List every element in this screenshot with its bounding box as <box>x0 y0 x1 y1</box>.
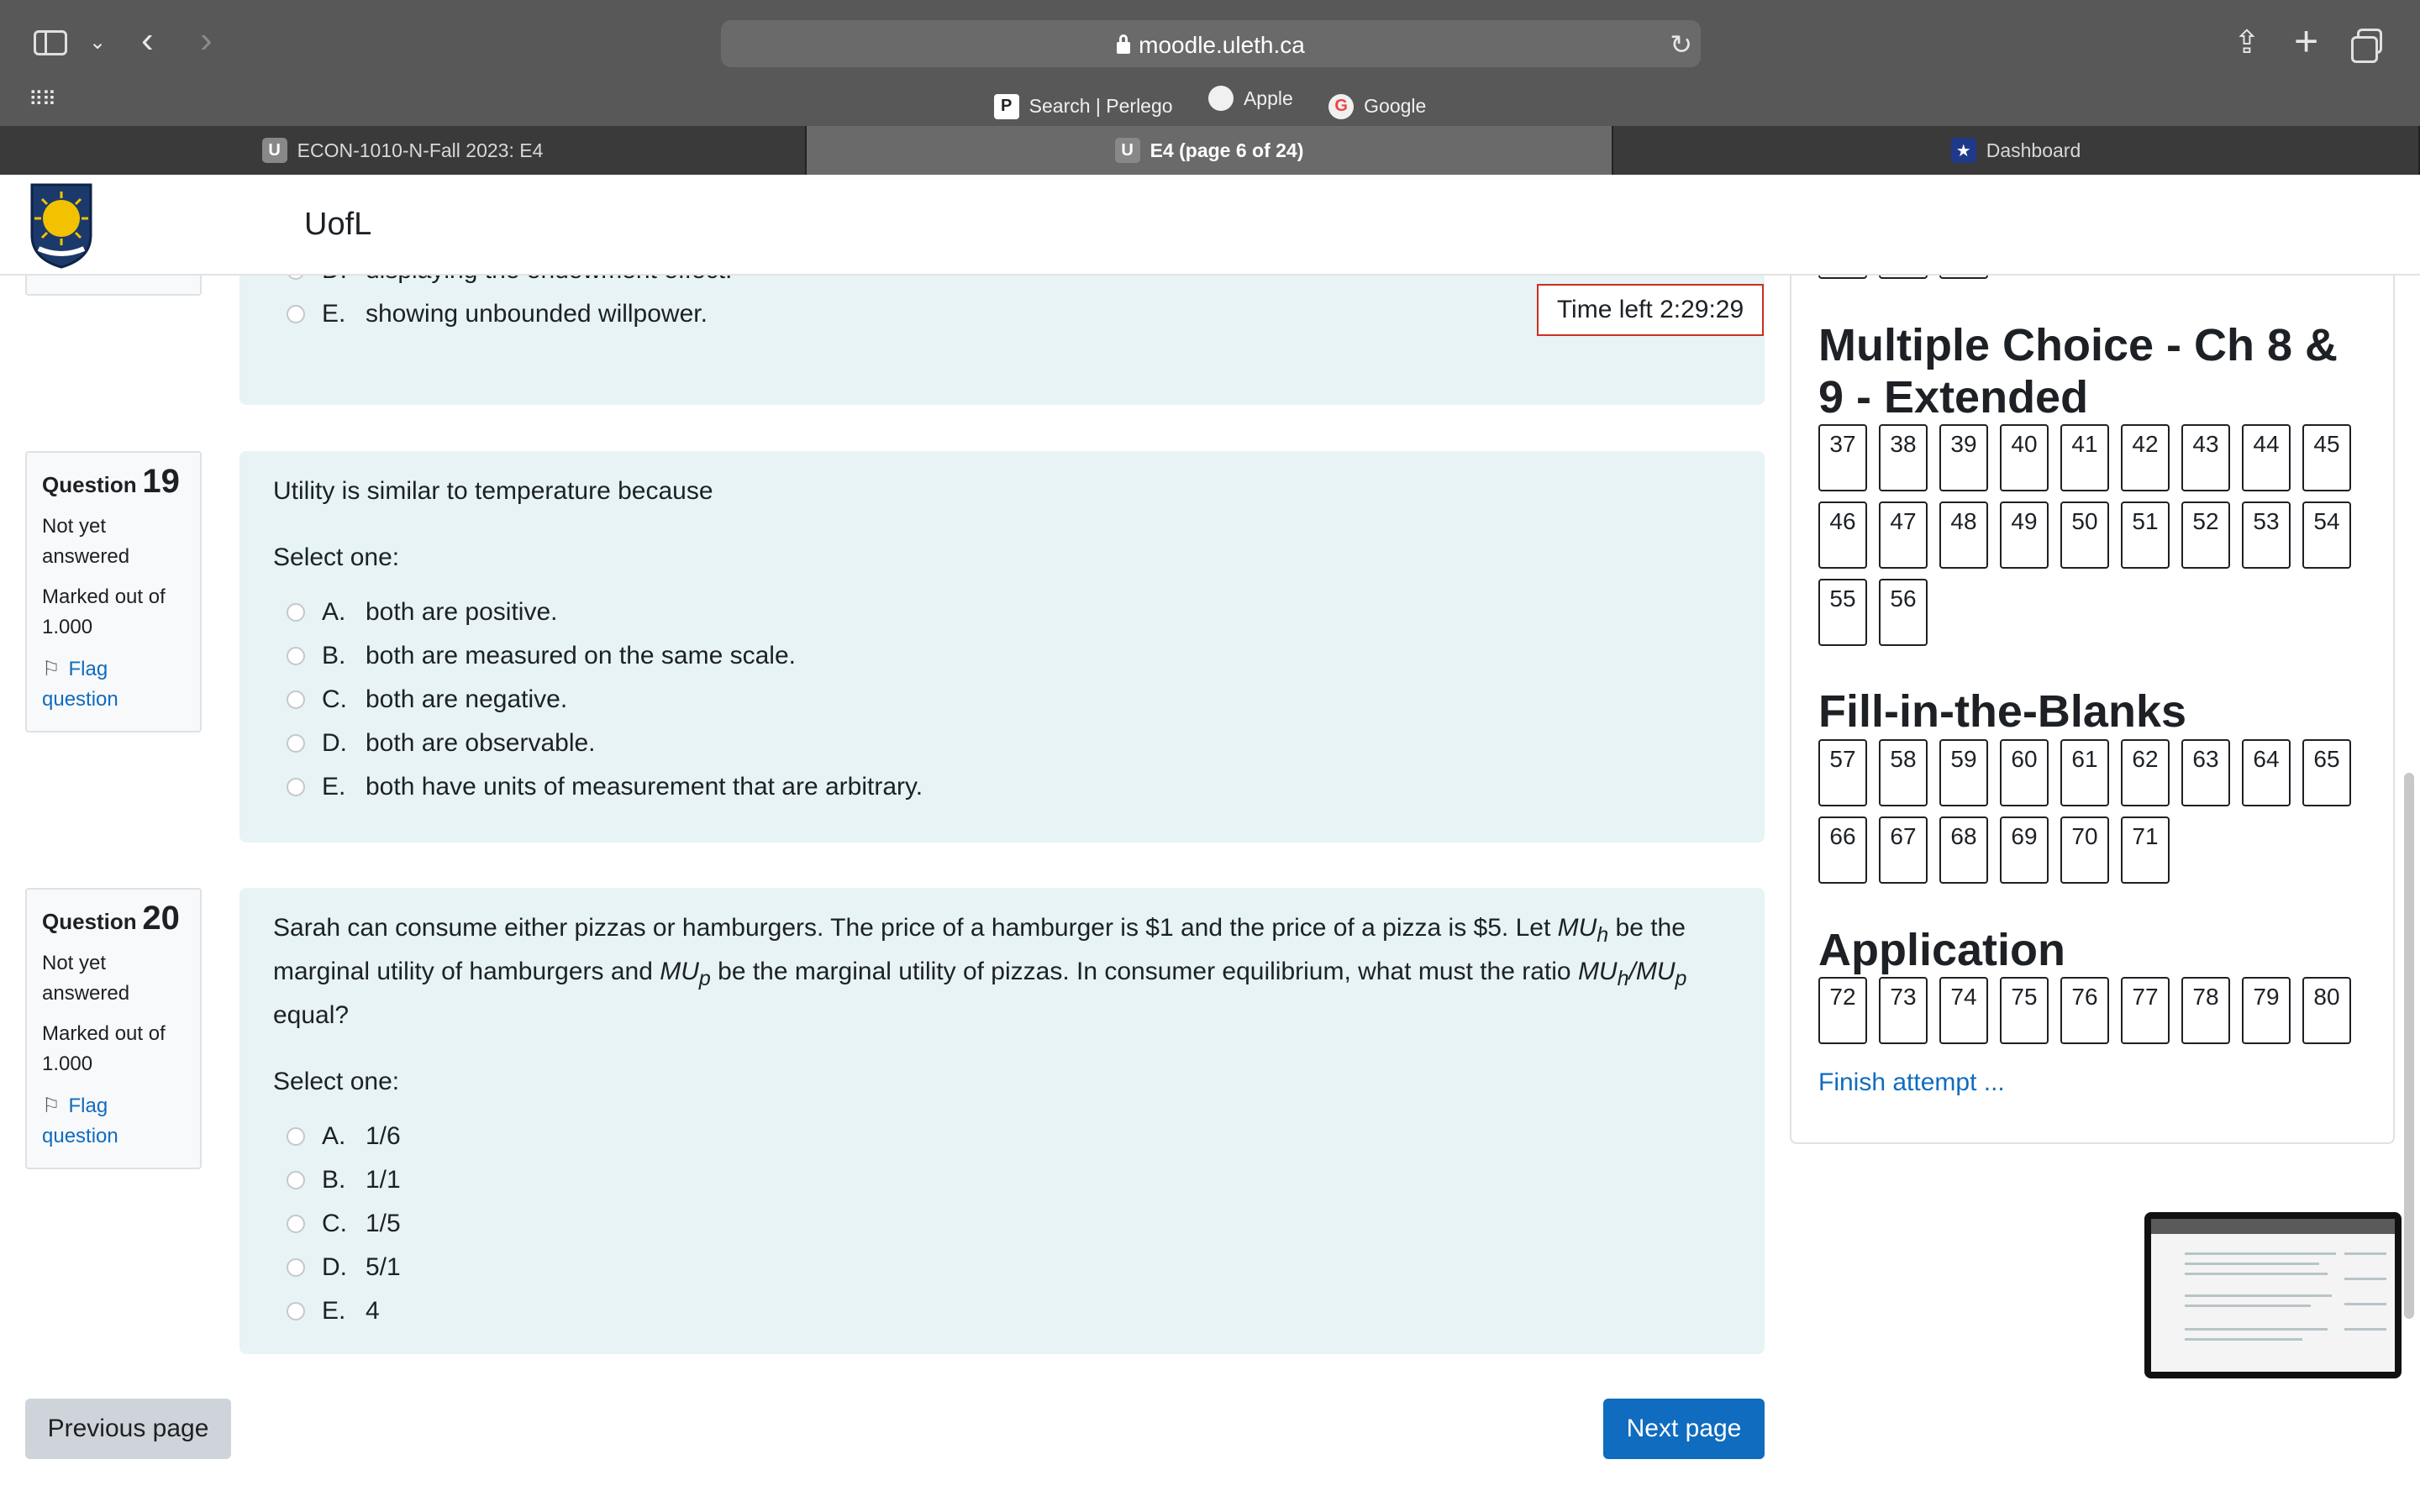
question-nav-button[interactable]: 74 <box>1939 977 1988 1044</box>
nav-section-title: Fill-in-the-Blanks <box>1818 686 2187 737</box>
tab-e4[interactable]: U E4 (page 6 of 24) <box>807 126 1613 175</box>
google-icon: G <box>1328 94 1354 119</box>
radio-button[interactable] <box>287 778 305 796</box>
select-one-label: Select one: <box>273 1068 400 1095</box>
previous-page-button[interactable]: Previous page <box>25 1399 231 1459</box>
address-bar[interactable] <box>721 20 1701 67</box>
finish-attempt-link[interactable]: Finish attempt ... <box>1818 1068 2005 1096</box>
question-nav-button[interactable]: 43 <box>2181 424 2230 491</box>
answer-option[interactable]: A. both are positive. <box>273 591 1731 634</box>
flag-question-link[interactable]: ⚐ Flag question <box>42 1091 185 1152</box>
grid-icon[interactable]: ⠿⠿ <box>29 88 55 111</box>
question-nav-button[interactable]: 42 <box>2121 424 2170 491</box>
radio-button[interactable] <box>287 1258 305 1277</box>
answer-option[interactable]: E. showing unbounded willpower. <box>273 292 1731 336</box>
question-nav-button[interactable]: 67 <box>1879 816 1928 884</box>
answer-option[interactable]: D. 5/1 <box>273 1246 1731 1289</box>
question-nav-button[interactable]: 77 <box>2121 977 2170 1044</box>
university-logo-icon[interactable] <box>29 181 94 269</box>
tab-bar <box>0 126 2420 175</box>
question-nav-button[interactable]: 56 <box>1879 579 1928 646</box>
question-19-info: Question 19 Not yet answered Marked out of 1.000 ⚐ Flag question <box>25 451 202 732</box>
answer-list <box>273 1115 1731 1333</box>
answer-option[interactable]: C. both are negative. <box>273 678 1731 722</box>
scrollbar[interactable] <box>2404 773 2414 1319</box>
question-nav-button[interactable]: 59 <box>1939 739 1988 806</box>
url-text: moodle.uleth.ca <box>1139 32 1305 58</box>
favorite-google[interactable]: G Google <box>1328 94 1426 119</box>
radio-button[interactable] <box>287 734 305 753</box>
question-nav-button[interactable]: 51 <box>2121 501 2170 569</box>
flag-icon: ⚐ <box>42 658 60 680</box>
question-nav-button[interactable]: 38 <box>1879 424 1928 491</box>
question-nav-button[interactable]: 60 <box>2000 739 2049 806</box>
share-icon[interactable]: ⇪ <box>2233 25 2260 60</box>
question-20-info: Question 20 Not yet answered Marked out of 1.000 ⚐ Flag question <box>25 888 202 1169</box>
question-nav-button[interactable]: 80 <box>2302 977 2351 1044</box>
screenshot-thumbnail[interactable] <box>2144 1212 2402 1378</box>
question-20-content <box>239 888 1765 1354</box>
favorites-bar <box>0 86 2420 119</box>
question-text: Sarah can consume either pizzas or hamburgers. The price of a hamburger is $1 and the price of a pizza is $5. Let $MU_h$ be the marginal utility of hamburgers and $MU_p$ be the marginal utility of pizzas. In consumer equilibrium, what must the ratio $MU_h/MU_p$ equal? <box>273 914 1687 1029</box>
question-nav-button[interactable]: 46 <box>1818 501 1867 569</box>
question-nav-button[interactable]: 47 <box>1879 501 1928 569</box>
question-nav-button[interactable]: 41 <box>2060 424 2109 491</box>
question-nav-button[interactable]: 69 <box>2000 816 2049 884</box>
question-nav-button[interactable]: 58 <box>1879 739 1928 806</box>
tab-econ[interactable]: U ECON-1010-N-Fall 2023: E4 <box>0 126 807 175</box>
answer-option[interactable]: B. 1/1 <box>273 1158 1731 1202</box>
answer-option[interactable]: E. 4 <box>273 1289 1731 1333</box>
question-status: Not yet answered <box>42 515 130 568</box>
question-number: 20 <box>142 900 180 937</box>
nav-section-title: Multiple Choice - Ch 8 & 9 - Extended <box>1818 320 2338 423</box>
answer-list <box>273 591 1731 809</box>
question-number: 19 <box>142 463 180 500</box>
answer-option[interactable]: E. both have units of measurement that are arbitrary. <box>273 765 1731 809</box>
question-nav-button[interactable]: 66 <box>1818 816 1867 884</box>
flag-icon: ⚐ <box>42 1095 60 1117</box>
radio-button[interactable] <box>287 647 305 665</box>
question-status: Not yet answered <box>42 952 130 1005</box>
radio-button[interactable] <box>287 1171 305 1189</box>
tab-overview-icon[interactable] <box>2357 29 2382 54</box>
question-nav-button[interactable]: 61 <box>2060 739 2109 806</box>
answer-option[interactable]: A. 1/6 <box>273 1115 1731 1158</box>
question-nav-button[interactable]: 48 <box>1939 501 1988 569</box>
lock-icon <box>1117 42 1130 54</box>
radio-button[interactable] <box>287 1215 305 1233</box>
favorite-apple[interactable]: Apple <box>1208 86 1293 111</box>
question-nav-button[interactable]: 37 <box>1818 424 1867 491</box>
apple-icon <box>1208 86 1234 111</box>
perlego-icon: P <box>994 94 1019 119</box>
tab-dashboard[interactable]: ★ Dashboard <box>1613 126 2420 175</box>
reload-icon[interactable]: ↻ <box>1670 29 1692 60</box>
question-19-content <box>239 451 1765 843</box>
question-nav-button[interactable]: 70 <box>2060 816 2109 884</box>
question-nav-button[interactable]: 39 <box>1939 424 1988 491</box>
site-header <box>0 175 2420 276</box>
question-nav-button[interactable]: 63 <box>2181 739 2230 806</box>
answer-option[interactable]: B. both are measured on the same scale. <box>273 634 1731 678</box>
question-nav-button[interactable]: 44 <box>2242 424 2291 491</box>
question-nav-button[interactable]: 71 <box>2121 816 2170 884</box>
forward-icon[interactable]: › <box>200 19 213 60</box>
favorite-perlego[interactable]: P Search | Perlego <box>994 94 1173 119</box>
question-nav-button[interactable]: 53 <box>2242 501 2291 569</box>
time-left-timer: Time left 2:29:29 <box>1537 284 1764 336</box>
question-nav-button[interactable]: 50 <box>2060 501 2109 569</box>
nav-section-title: Application <box>1818 925 2065 975</box>
sidebar-toggle-icon[interactable] <box>34 30 67 55</box>
question-nav-button[interactable]: 62 <box>2121 739 2170 806</box>
star-icon: ★ <box>1951 138 1976 163</box>
question-nav-button[interactable]: 64 <box>2242 739 2291 806</box>
browser-toolbar <box>0 0 2420 126</box>
flag-question-link[interactable]: ⚐ Flag question <box>42 654 185 715</box>
question-nav-button[interactable]: 78 <box>2181 977 2230 1044</box>
question-nav-button[interactable]: 72 <box>1818 977 1867 1044</box>
question-nav-button[interactable]: 45 <box>2302 424 2351 491</box>
question-nav-button[interactable]: 54 <box>2302 501 2351 569</box>
radio-button[interactable] <box>287 690 305 709</box>
new-tab-icon[interactable]: + <box>2294 18 2319 65</box>
question-nav-button[interactable]: 65 <box>2302 739 2351 806</box>
question-marks: Marked out of 1.000 <box>42 585 166 638</box>
question-marks: Marked out of 1.000 <box>42 1022 166 1075</box>
back-icon[interactable]: ‹ <box>141 19 154 60</box>
question-nav-button[interactable]: 79 <box>2242 977 2291 1044</box>
question-nav-button[interactable]: 73 <box>1879 977 1928 1044</box>
question-text: Utility is similar to temperature because <box>273 477 713 505</box>
radio-button[interactable] <box>287 1302 305 1320</box>
question-nav-button[interactable]: 55 <box>1818 579 1867 646</box>
radio-button[interactable] <box>287 305 305 323</box>
uleth-icon: U <box>262 138 287 163</box>
question-nav-button[interactable]: 57 <box>1818 739 1867 806</box>
answer-option[interactable]: D. both are observable. <box>273 722 1731 765</box>
question-nav-button[interactable]: 49 <box>2000 501 2049 569</box>
question-nav-button[interactable]: 76 <box>2060 977 2109 1044</box>
select-one-label: Select one: <box>273 543 400 571</box>
question-nav-button[interactable]: 40 <box>2000 424 2049 491</box>
uleth-icon: U <box>1115 138 1140 163</box>
answer-option[interactable]: C. 1/5 <box>273 1202 1731 1246</box>
question-nav-button[interactable]: 75 <box>2000 977 2049 1044</box>
radio-button[interactable] <box>287 603 305 622</box>
site-brand[interactable]: UofL <box>304 207 372 242</box>
question-nav-button[interactable]: 52 <box>2181 501 2230 569</box>
question-nav-button[interactable]: 68 <box>1939 816 1988 884</box>
chevron-down-icon[interactable]: ⌄ <box>89 31 107 54</box>
next-page-button[interactable]: Next page <box>1603 1399 1765 1459</box>
radio-button[interactable] <box>287 1127 305 1146</box>
